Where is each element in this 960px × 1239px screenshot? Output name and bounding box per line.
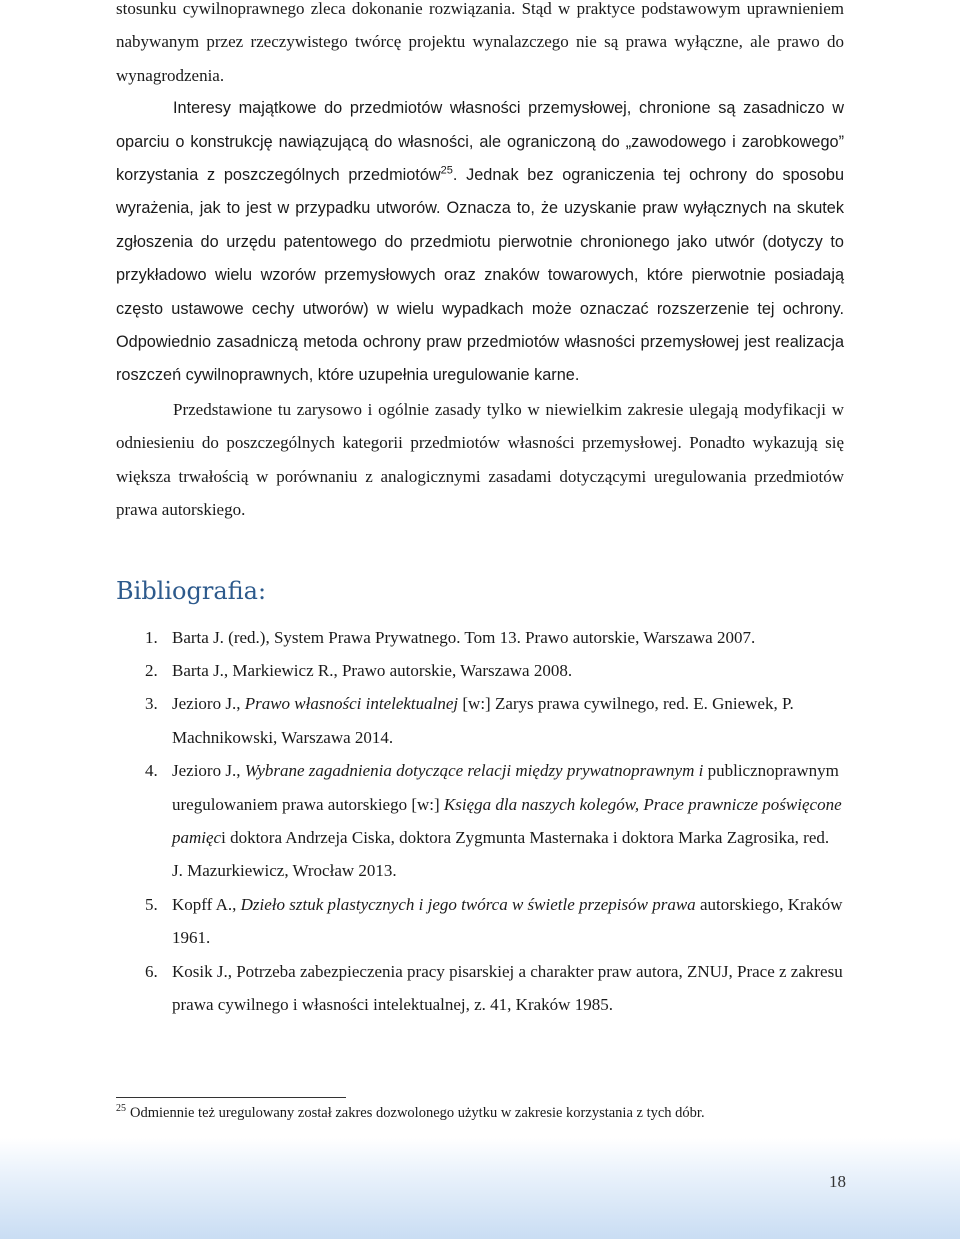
bibliography-text: autorskiego, Kraków 1961. (172, 894, 843, 948)
bibliography-list (116, 621, 844, 1022)
bibliography-item (116, 621, 844, 654)
bibliography-text: Jezioro J., (172, 761, 245, 781)
bibliography-text: Barta J. (red.), System Prawa Prywatnego. Tom 13. Prawo autorskie, Warszawa 2007. (172, 627, 756, 647)
paragraph-2-part-b: . Jednak bez ograniczenia tej ochrony do sposobu wyrażenia, jak to jest w przypadku utworów. Oznacza to, że uzyskanie praw wyłącznych na skutek zgłoszenia do urzędu patentowego do przedmiotu pierwotnie chronionego jako utwór (dotyczy to przykładowo wielu wzorów przemysłowych oraz znaków towarowych, które pierwotnie posiadają często ustawowe cechy utworów) w wielu wypadkach może oznaczać rozszerzenie tej ochrony. Odpowiednio zasadniczą metoda ochrony praw przedmiotów własności przemysłowej jest realizacja roszczeń cywilnoprawnych, które uzupełnia uregulowanie karne. (116, 166, 844, 385)
paragraph-2 (116, 92, 844, 393)
bibliography-item (116, 955, 844, 1022)
bibliography-item (116, 654, 844, 687)
bibliography-heading: Bibliografia: (116, 576, 267, 605)
bibliography-text: Kopff A., (172, 894, 241, 914)
bibliography-item (116, 754, 844, 888)
paragraph-3: Przedstawione tu zarysowo i ogólnie zasady tylko w niewielkim zakresie ulegają modyfikacji w odniesieniu do poszczególnych kategorii przedmiotów własności przemysłowej. Ponadto wykazują się większa trwałością w porównaniu z analogicznymi zasadami dotyczącymi uregulowania przedmiotów prawa autorskiego. (116, 399, 844, 520)
footer-band (0, 1138, 960, 1239)
bibliography-number: 4. (145, 761, 158, 781)
paragraph-2-part-a: Interesy majątkowe do przedmiotów własności przemysłowej, chronione są zasadniczo w oparciu o konstrukcję nawiązującą do własności, ale ograniczoną do „zawodowego i zarobkowego” korzystania z poszczególnych przedmiotów (116, 99, 844, 185)
bibliography-number: 1. (145, 627, 158, 647)
bibliography-text: Barta J., Markiewicz R., Prawo autorskie, Warszawa 2008. (172, 660, 573, 680)
bibliography-title: Prawo własności intelektualnej (244, 694, 459, 714)
footnote-text: Odmiennie też uregulowany został zakres dozwolonego użytku w zakresie korzystania z tych dóbr. (130, 1105, 705, 1121)
bibliography-number: 3. (145, 694, 158, 714)
page-body (116, 0, 844, 1021)
bibliography-title: Księga dla naszych kolegów, Prace prawnicze poświęcone pamięc (172, 794, 842, 847)
bibliography-text: [w:] Zarys prawa cywilnego, red. E. Gniewek, P. Machnikowski, Warszawa 2014. (172, 694, 794, 747)
bibliography-number: 6. (145, 961, 158, 981)
bibliography-text: Jezioro J., (172, 694, 245, 714)
footnote-number: 25 (116, 1103, 126, 1115)
footnote-reference[interactable]: 25 (440, 164, 453, 177)
footnote-separator (116, 1097, 346, 1098)
bibliography-text: publicznoprawnym uregulowaniem prawa autorskiego [w:] (172, 761, 839, 814)
bibliography-number: 2. (145, 660, 158, 680)
footnote (116, 1104, 876, 1122)
page-number: 18 (829, 1172, 846, 1191)
bibliography-item (116, 888, 844, 955)
bibliography-title: Dzieło sztuk plastycznych i jego twórca w świetle przepisów prawa (240, 894, 696, 914)
bibliography-item (116, 687, 844, 754)
bibliography-text: i doktora Andrzeja Ciska, doktora Zygmunta Masternaka i doktora Marka Zagrosika, red. J. Mazurkiewicz, Wrocław 2013. (172, 827, 830, 881)
paragraph-1: stosunku cywilnoprawnego zleca dokonanie rozwiązania. Stąd w praktyce podstawowym uprawnieniem nabywanym przez rzeczywistego twórcę projektu wynalazczego nie są prawa wyłączne, ale prawo do wynagrodzenia. (116, 0, 844, 85)
bibliography-title: Wybrane zagadnienia dotyczące relacji między prywatnoprawnym i (244, 761, 704, 781)
bibliography-number: 5. (145, 894, 158, 914)
bibliography-text: Kosik J., Potrzeba zabezpieczenia pracy pisarskiej a charakter praw autora, ZNUJ, Prace z zakresu prawa cywilnego i własności intelektualnej, z. 41, Kraków 1985. (172, 961, 843, 1014)
